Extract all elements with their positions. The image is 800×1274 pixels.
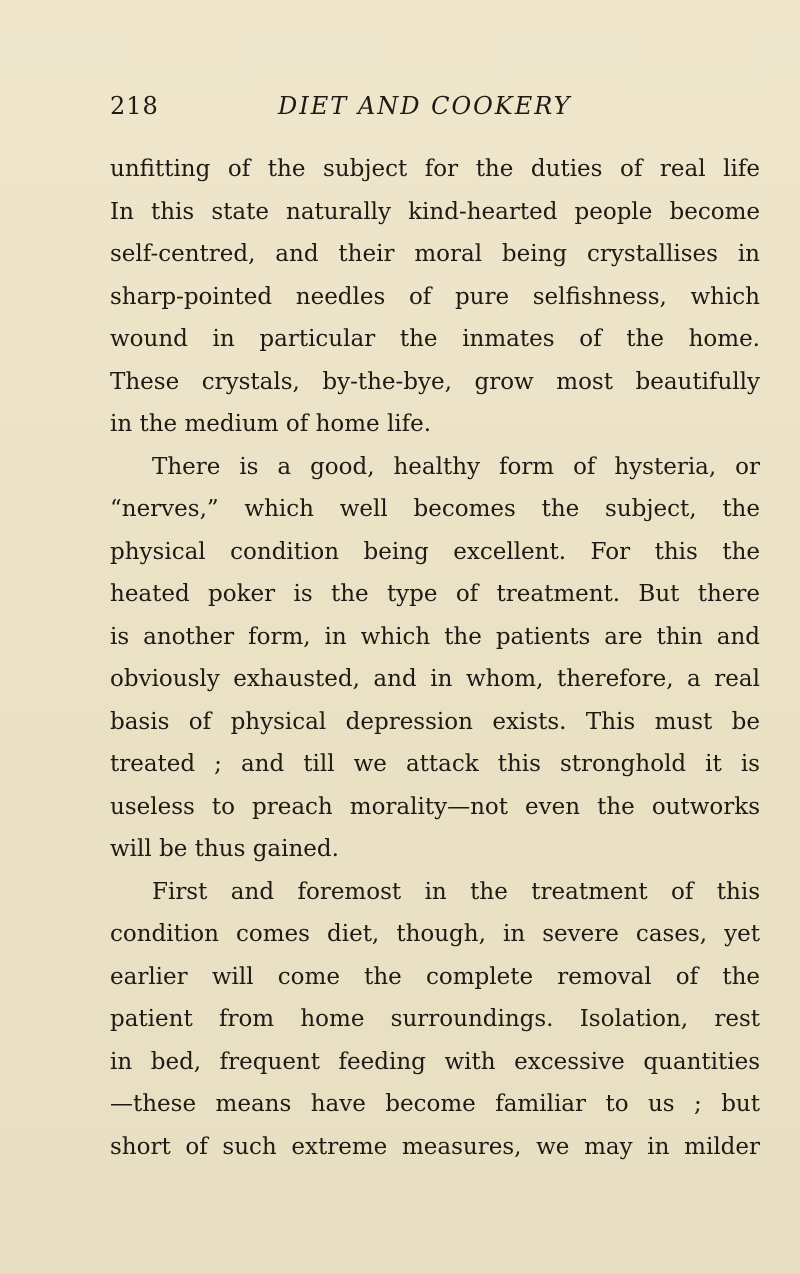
- text-line: will be thus gained.: [110, 836, 339, 862]
- text-line: heated poker is the type of treatment. But there: [110, 581, 760, 607]
- text-line: earlier will come the complete removal of the: [110, 963, 760, 990]
- text-line: useless to preach morality—not even the outworks: [110, 793, 760, 820]
- text-line: wound in particular the inmates of the home.: [110, 326, 760, 352]
- body-text: [110, 148, 760, 1168]
- text-line: short of such extreme measures, we may in milder: [110, 1133, 760, 1160]
- text-line: sharp-pointed needles of pure selfishness, which: [110, 283, 760, 310]
- text-line: In this state naturally kind-hearted people become: [110, 198, 760, 225]
- text-line: These crystals, by-the-bye, grow most beautifully: [110, 368, 760, 395]
- paragraph-start-line: There is a good, healthy form of hysteria, or: [152, 453, 760, 480]
- text-line: is another form, in which the patients are thin and: [110, 623, 760, 650]
- running-title: DIET AND COOKERY: [278, 92, 572, 120]
- text-line: in the medium of home life.: [110, 411, 432, 437]
- text-line: unfitting of the subject for the duties of real life: [110, 156, 760, 182]
- page-number: 218: [110, 92, 159, 120]
- text-line: “nerves,” which well becomes the subject, the: [110, 496, 760, 522]
- text-line: in bed, frequent feeding with excessive quantities: [110, 1048, 760, 1075]
- text-line: obviously exhausted, and in whom, therefore, a real: [110, 666, 760, 692]
- text-line: patient from home surroundings. Isolation, rest: [110, 1006, 760, 1032]
- text-line: condition comes diet, though, in severe cases, yet: [110, 921, 760, 947]
- text-line: self-centred, and their moral being crystallises in: [110, 241, 760, 267]
- text-line: basis of physical depression exists. This must be: [110, 708, 760, 735]
- text-line: treated ; and till we attack this stronghold it is: [110, 751, 760, 777]
- paragraph-start-line: First and foremost in the treatment of this: [152, 878, 760, 905]
- text-line: physical condition being excellent. For this the: [110, 538, 760, 565]
- text-line: —these means have become familiar to us ; but: [110, 1091, 760, 1117]
